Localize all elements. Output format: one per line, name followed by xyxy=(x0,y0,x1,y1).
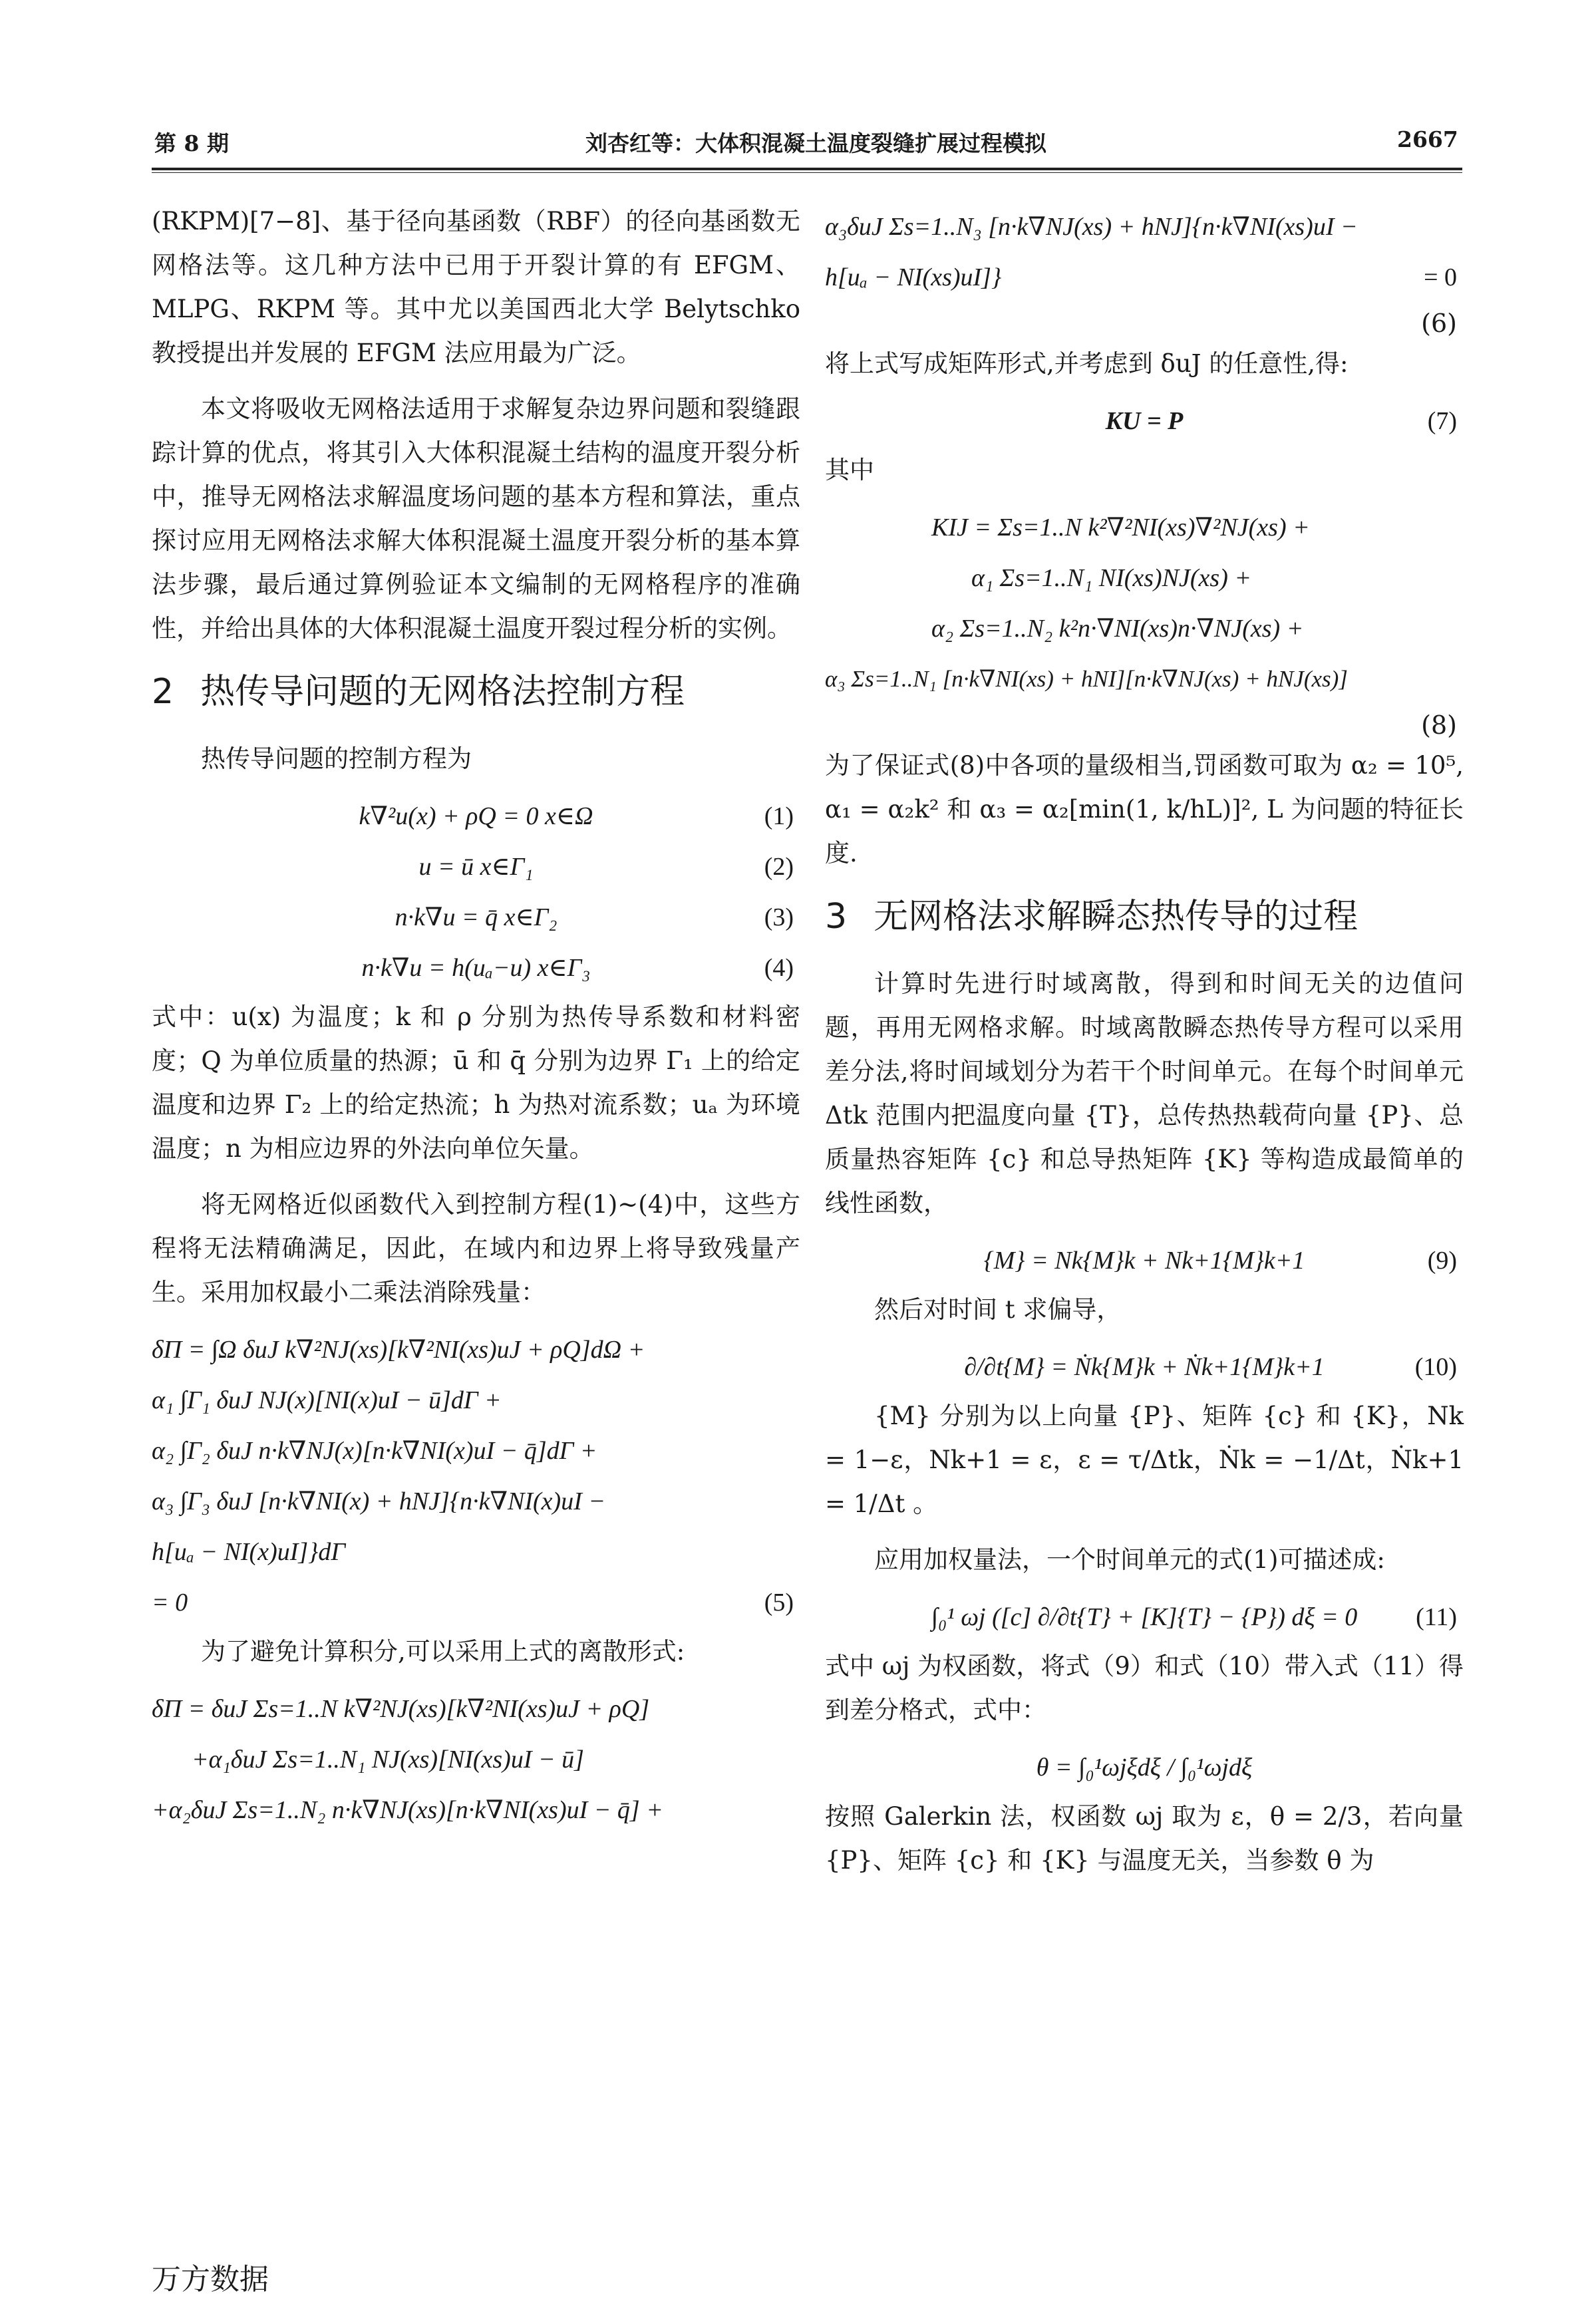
equation-7 xyxy=(825,398,1464,444)
equation-3 xyxy=(152,894,800,941)
equation-6-line-2: +α₁δuJ Σs=1..N₁ NJ(xs)[NI(xs)uI − ū] xyxy=(192,1746,584,1774)
section-3-heading xyxy=(825,890,1464,943)
equation-5-line-1: δΠ = ∫Ω δuJ k∇²NJ(xs)[k∇²NI(xs)uJ + ρQ]dΩ + xyxy=(152,1336,645,1364)
page-number: 2667 xyxy=(1397,126,1458,152)
equation-8-tag: (8) xyxy=(1421,710,1457,740)
equation-tag: (11) xyxy=(1416,1603,1457,1631)
header-rule-thin xyxy=(152,172,1462,173)
equation-tag: (4) xyxy=(764,954,794,982)
equation-text: h[uₐ − NI(xs)uI]} xyxy=(825,263,1002,291)
equation-6-line-5 xyxy=(825,254,1464,301)
equation-text: ∫₀¹ ωj ([c] ∂/∂t{T} + [K]{T} − {P}) dξ = 0 xyxy=(931,1603,1358,1631)
paragraph-intro-methods: (RKPM)[7−8]、基于径向基函数（RBF）的径向基函数无网格法等。这几种方法中已用于开裂计算的有 EFGM、MLPG、RKPM 等。其中尤以美国西北大学 Belytschko 教授提出并发展的 EFGM 法应用最为广泛。 xyxy=(152,207,800,367)
equation-5-line-3: α₂ ∫Γ₂ δuJ n·k∇NJ(x)[n·k∇NI(x)uI − q̄]dΓ + xyxy=(152,1437,597,1465)
watermark: 万方数据 xyxy=(152,2262,269,2296)
paragraph-matrix-form: 将上式写成矩阵形式,并考虑到 δuJ 的任意性,得: xyxy=(825,349,1349,378)
paragraph-where: 其中 xyxy=(825,456,874,484)
equation-tag: (7) xyxy=(1427,407,1457,435)
equation-8-line-3: α₂ Σs=1..N₂ k²n·∇NI(xs)n·∇NJ(xs) + xyxy=(931,615,1304,643)
header-rule xyxy=(152,168,1462,170)
equation-6-line-4: α₃δuJ Σs=1..N₃ [n·k∇NJ(xs) + hNJ]{n·k∇NI(xs)uI − xyxy=(825,213,1358,241)
running-title: 刘杏红等：大体积混凝土温度裂缝扩展过程模拟 xyxy=(585,130,1046,156)
equation-tag: (3) xyxy=(764,903,794,931)
equation-8-line-2: α₁ Σs=1..N₁ NI(xs)NJ(xs) + xyxy=(971,564,1252,592)
equation-text: KU = P xyxy=(1105,407,1184,435)
equation-4 xyxy=(152,945,800,991)
right-column xyxy=(825,200,1464,1895)
section-title: 无网格法求解瞬态热传导的过程 xyxy=(874,897,1358,937)
paragraph-definitions: {M} 分别为以上向量 {P}、矩阵 {c} 和 {K}，Nk = 1−ε，Nk+1 = ε，ε = τ/Δtk，Ṅk = −1/Δt，Ṅk+1 = 1/Δt 。 xyxy=(825,1402,1464,1518)
paragraph-intro-purpose: 本文将吸收无网格法适用于求解复杂边界问题和裂缝跟踪计算的优点，将其引入大体积混凝土结构的温度开裂分析中，推导无网格法求解温度场问题的基本方程和算法，重点探讨应用无网格法求解大体积混凝土温度开裂分析的基本算法步骤，最后通过算例验证本文编制的无网格程序的准确性，并给出具体的大体积混凝土温度开裂过程分析的实例。 xyxy=(152,394,800,643)
equation-text: {M} = Nk{M}k + Nk+1{M}k+1 xyxy=(983,1247,1305,1275)
equation-9 xyxy=(825,1237,1464,1284)
equation-tag: (10) xyxy=(1414,1353,1457,1381)
equation-text: n·k∇u = h(uₐ−u) x∈Γ₃ xyxy=(361,954,591,982)
equation-equals-zero: = 0 xyxy=(1424,263,1457,291)
issue-number: 第 8 期 xyxy=(154,130,229,156)
section-number: 2 xyxy=(152,672,174,712)
equation-tag: (9) xyxy=(1427,1247,1457,1275)
equation-tag: (1) xyxy=(764,802,794,830)
paragraph-discrete: 为了避免计算积分,可以采用上式的离散形式: xyxy=(201,1637,685,1666)
equation-text: ∂/∂t{M} = Ṅk{M}k + Ṅk+1{M}k+1 xyxy=(964,1353,1325,1381)
equation-6-line-3: +α₂δuJ Σs=1..N₂ n·k∇NJ(xs)[n·k∇NI(xs)uI − q̄] + xyxy=(152,1796,663,1824)
equation-5-line-6 xyxy=(152,1579,800,1626)
equation-text: u = ū x∈Γ₁ xyxy=(418,853,534,881)
equation-tag: (2) xyxy=(764,853,794,881)
equation-10 xyxy=(825,1344,1464,1390)
paragraph-partial: 然后对时间 t 求偏导， xyxy=(874,1295,1122,1324)
paragraph-governing: 热传导问题的控制方程为 xyxy=(201,744,472,773)
equation-1 xyxy=(152,793,800,840)
equation-tag: (5) xyxy=(764,1589,794,1617)
equation-text: = 0 xyxy=(152,1589,188,1617)
paragraph-time-discrete: 计算时先进行时域离散，得到和时间无关的边值问题，再用无网格求解。时域离散瞬态热传导方程可以采用差分法,将时间域划分为若干个时间单元。在每个时间单元 Δtk 范围内把温度向量 {T}，总传热热载荷向量 {P}、总质量热容矩阵 {c} 和总导热矩阵 {K} 等构造成最简单的线性函数， xyxy=(825,969,1464,1217)
equation-text: k∇²u(x) + ρQ = 0 x∈Ω xyxy=(359,802,593,830)
paragraph-symbols: 式中：u(x) 为温度；k 和 ρ 分别为热传导系数和材料密度；Q 为单位质量的热源；ū 和 q̄ 分别为边界 Γ₁ 上的给定温度和边界 Γ₂ 上的给定热流；h 为热对流系数；uₐ 为环境温度；n 为相应边界的外法向单位矢量。 xyxy=(152,1003,800,1163)
equation-6-line-1: δΠ = δuJ Σs=1..N k∇²NJ(xs)[k∇²NI(xs)uJ + ρQ] xyxy=(152,1695,650,1723)
equation-5-line-5: h[uₐ − NI(x)uI]}dΓ xyxy=(152,1538,345,1566)
equation-6-tag: (6) xyxy=(1421,309,1457,338)
section-number: 3 xyxy=(825,897,848,937)
equation-2 xyxy=(152,844,800,890)
paragraph-residual: 将无网格近似函数代入到控制方程(1)~(4)中，这些方程将无法精确满足，因此，在域内和边界上将导致残量产生。采用加权最小二乘法消除残量： xyxy=(152,1190,800,1307)
paragraph-weight-function: 式中 ωj 为权函数，将式（9）和式（10）带入式（11）得到差分格式，式中： xyxy=(825,1652,1464,1724)
equation-8-line-1: KIJ = Σs=1..N k²∇²NI(xs)∇²NJ(xs) + xyxy=(931,514,1310,542)
equation-5-line-4: α₃ ∫Γ₃ δuJ [n·k∇NI(x) + hNJ]{n·k∇NI(x)uI − xyxy=(152,1487,605,1515)
left-column xyxy=(152,200,800,1837)
equation-5-line-2: α₁ ∫Γ₁ δuJ NJ(x)[NI(x)uI − ū]dΓ + xyxy=(152,1386,502,1414)
paragraph-penalty: 为了保证式(8)中各项的量级相当,罚函数可取为 α₂ = 10⁵, α₁ = α₂k² 和 α₃ = α₂[min(1, k/hL)]², L 为问题的特征长度. xyxy=(825,751,1464,867)
section-title: 热传导问题的无网格法控制方程 xyxy=(200,672,685,712)
paragraph-weighted: 应用加权量法，一个时间单元的式(1)可描述成: xyxy=(874,1545,1385,1574)
section-2-heading xyxy=(152,665,800,718)
equation-text: n·k∇u = q̄ x∈Γ₂ xyxy=(395,903,558,931)
equation-theta: θ = ∫₀¹ωjξdξ / ∫₀¹ωjdξ xyxy=(1036,1754,1253,1781)
equation-11 xyxy=(825,1594,1464,1640)
paragraph-galerkin: 按照 Galerkin 法，权函数 ωj 取为 ε，θ = 2/3，若向量 {P}、矩阵 {c} 和 {K} 与温度无关，当参数 θ 为 xyxy=(825,1802,1464,1875)
equation-8-line-4: α₃ Σs=1..N₁ [n·k∇NI(xs) + hNI][n·k∇NJ(xs) + hNJ(xs)] xyxy=(825,666,1348,692)
